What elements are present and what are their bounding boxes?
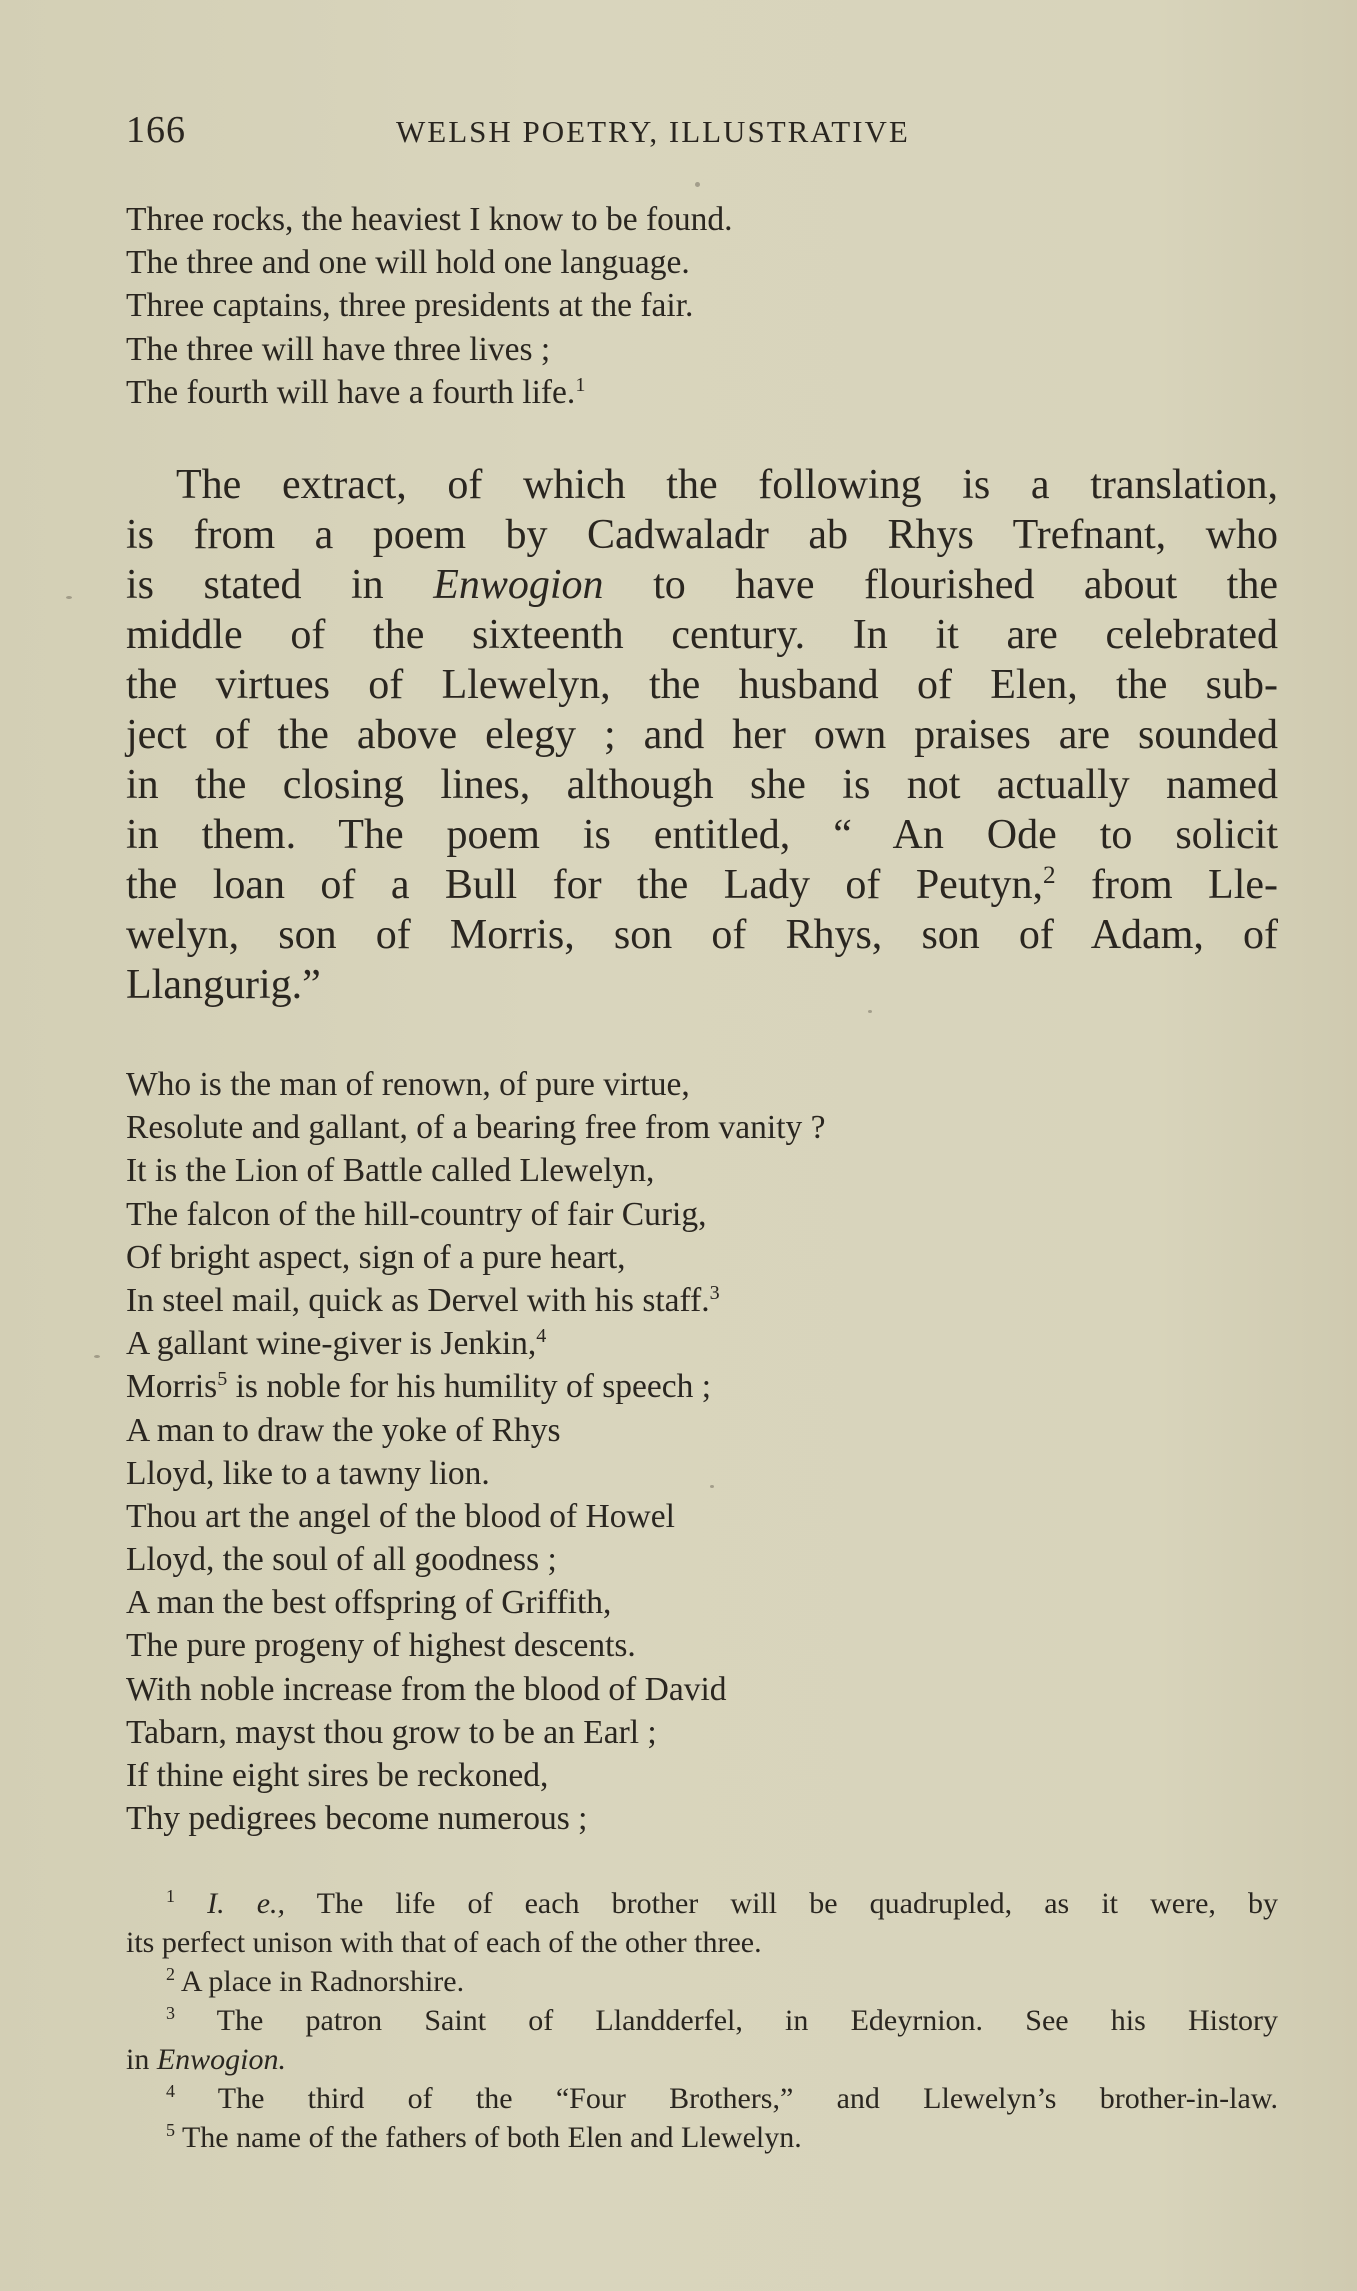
verse-text: In steel mail, quick as Dervel with his staff. [126,1281,710,1319]
page-number: 166 [126,109,186,151]
verse-line: Lloyd, the soul of all goodness ; [126,1541,557,1579]
footnote [126,1962,1278,2001]
footnote [126,1884,1278,1923]
verse-line: Resolute and gallant, of a bearing free from vanity ? [126,1109,826,1147]
verse-line: The falcon of the hill-country of fair Curig, [126,1195,707,1233]
prose-text: the loan of a Bull for the Lady of Peutyn, [126,862,1043,908]
verse-line: With noble increase from the blood of David [126,1670,727,1708]
footnote-text: in [126,2043,157,2076]
footnote-text: The third of the “Four Brothers,” and Llewelyn’s brother-in-law. [175,2082,1278,2115]
verse-line: Thy pedigrees become numerous ; [126,1800,588,1838]
footnote-number: 1 [166,1886,175,1906]
prose-line: the virtues of Llewelyn, the husband of Elen, the sub- [126,662,1278,708]
prose-paragraph [126,460,1278,1010]
page-header [126,108,1006,158]
footnote-ref: 4 [536,1324,547,1347]
footnote-continuation [126,2040,1278,2079]
footnote-italic: I. e., [207,1887,286,1920]
italic-title: Enwogion [433,562,604,608]
prose-line: The extract, of which the following is a translation, [176,462,1278,508]
footnote-text: A place in Radnorshire. [175,1965,465,1998]
footnote-text: The name of the fathers of both Elen and Llewelyn. [175,2121,802,2154]
verse-line: Who is the man of renown, of pure virtue, [126,1066,690,1103]
prose-line: is from a poem by Cadwaladr ab Rhys Trefnant, who [126,512,1278,558]
verse-line: Of bright aspect, sign of a pure heart, [126,1238,626,1276]
footnote-number: 3 [166,2003,175,2023]
footnote-number: 5 [166,2120,175,2140]
verse-main [126,1063,826,1840]
verse-line: A man the best offspring of Griffith, [126,1584,612,1622]
footnotes [126,1884,1278,2157]
paper-speck [94,1355,100,1358]
verse-text: Morris [126,1368,218,1406]
prose-line: in them. The poem is entitled, “ An Ode to solicit [126,812,1278,858]
verse-line: The three will have three lives ; [126,330,551,368]
verse-text: A gallant wine-giver is Jenkin, [126,1325,537,1363]
footnote-text: The life of each brother will be quadrupled, as it were, by [285,1887,1279,1920]
footnote [126,2118,1278,2157]
footnote-ref: 1 [575,373,586,396]
footnote-ref: 5 [217,1368,228,1391]
footnote-number: 4 [166,2081,175,2101]
verse-line: Thou art the angel of the blood of Howel [126,1497,675,1535]
prose-line [126,560,1278,610]
paper-speck [66,596,72,599]
verse-line: It is the Lion of Battle called Llewelyn, [126,1152,655,1190]
verse-top [126,198,733,414]
footnote-continuation: its perfect unison with that of each of the other three. [126,1926,762,1959]
verse-line: The pure progeny of highest descents. [126,1627,636,1665]
paper-speck [868,1010,872,1013]
verse-text: is noble for his humility of speech ; [227,1368,712,1406]
footnote-italic: Enwogion. [156,2043,287,2076]
prose-line: Llangurig.” [126,962,321,1008]
footnote-number: 2 [166,1964,175,1984]
verse-line: Tabarn, mayst thou grow to be an Earl ; [126,1713,657,1751]
footnote-ref: 3 [709,1281,720,1304]
prose-line [126,860,1278,910]
footnote-text: The patron Saint of Llandderfel, in Edeyrnion. See his History [175,2004,1278,2037]
verse-line: A man to draw the yoke of Rhys [126,1411,561,1449]
prose-text: is stated in [126,562,384,608]
verse-line [126,1365,826,1408]
verse-line [126,371,733,414]
prose-text: from Lle- [1055,862,1278,908]
verse-line: Lloyd, like to a tawny lion. [126,1454,490,1492]
paper-speck [710,1485,714,1488]
footnote-ref: 2 [1043,862,1056,889]
prose-line: ject of the above elegy ; and her own praises are sounded [126,712,1278,758]
verse-line: Three rocks, the heaviest I know to be found. [126,201,733,238]
verse-line [126,1279,826,1322]
prose-line: welyn, son of Morris, son of Rhys, son of Adam, of [126,912,1278,958]
paper-speck [695,182,700,187]
verse-line: The three and one will hold one language. [126,244,690,282]
verse-line: If thine eight sires be reckoned, [126,1757,549,1794]
verse-line: Three captains, three presidents at the fair. [126,287,694,325]
verse-line [126,1322,826,1365]
footnote [126,2001,1278,2040]
prose-line: middle of the sixteenth century. In it are celebrated [126,612,1278,658]
verse-text: The fourth will have a fourth life. [126,373,576,411]
prose-text: to have flourished about the [653,562,1278,608]
footnote [126,2079,1278,2118]
prose-line: in the closing lines, although she is not actually named [126,762,1278,808]
running-title: WELSH POETRY, ILLUSTRATIVE [396,114,910,149]
